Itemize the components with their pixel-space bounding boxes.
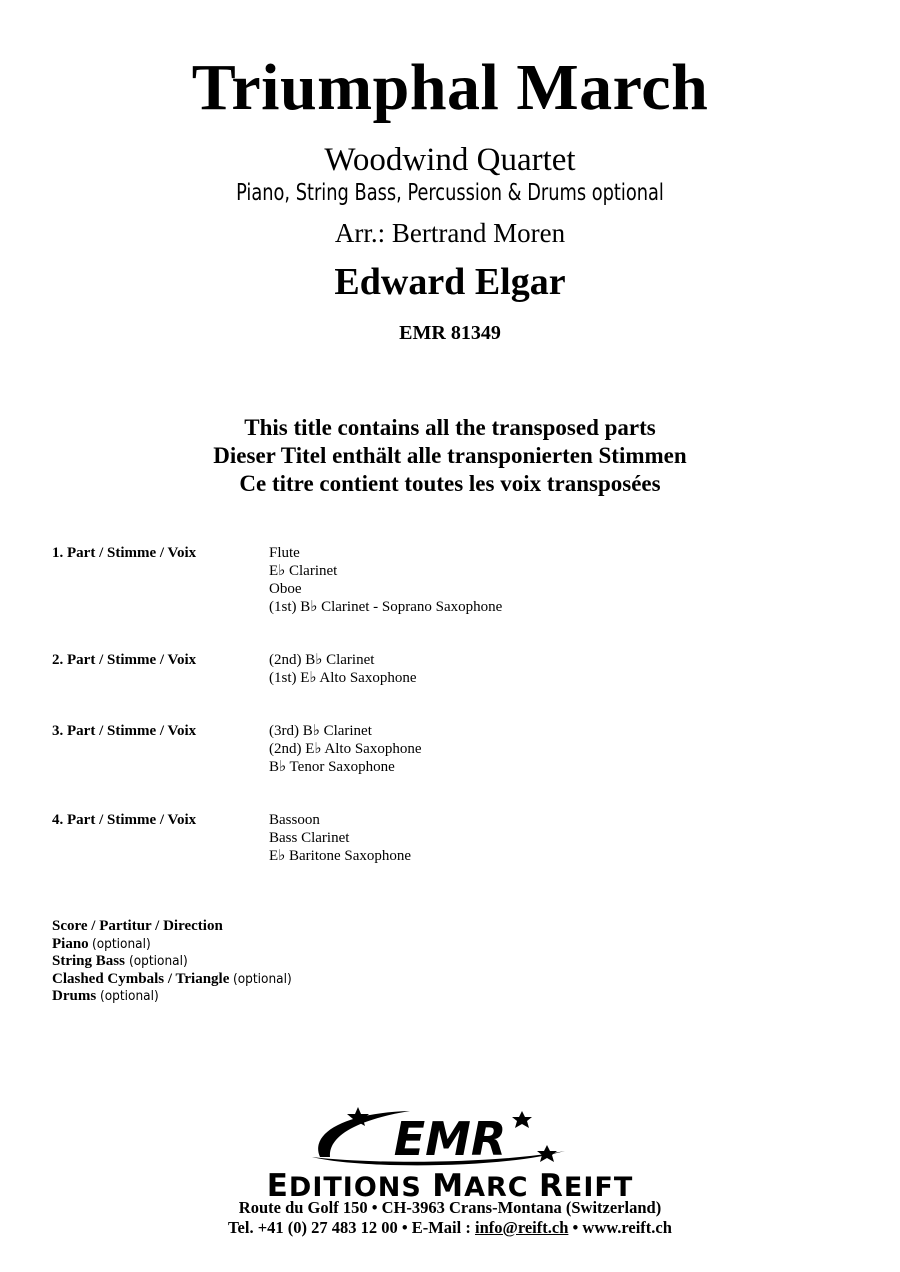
instrument: (3rd) B♭ Clarinet xyxy=(269,723,372,739)
title: Triumphal March xyxy=(191,51,709,124)
part-label: 3. Part / Stimme / Voix xyxy=(52,723,197,739)
extra-part: Clashed Cymbals / Triangle (optional) xyxy=(52,970,292,987)
instrument: (2nd) E♭ Alto Saxophone xyxy=(269,741,422,757)
instrumentation: Piano, String Bass, Percussion & Drums optional xyxy=(236,180,664,206)
catalog-number: EMR 81349 xyxy=(399,322,501,344)
notice-line-en: This title contains all the transposed parts xyxy=(244,415,656,440)
instrument: B♭ Tenor Saxophone xyxy=(269,759,395,775)
extra-part: Score / Partitur / Direction xyxy=(52,918,223,934)
email-link[interactable]: info@reift.ch xyxy=(474,1218,569,1237)
instrument: Flute xyxy=(269,545,300,561)
publisher-contact: Tel. +41 (0) 27 483 12 00 • E-Mail : info@reift.ch • www.reift.ch xyxy=(228,1218,672,1237)
extra-parts-list xyxy=(52,918,298,1006)
part-group-4 xyxy=(52,811,852,865)
publisher-address: Route du Golf 150 • CH-3963 Crans-Montana (Switzerland) xyxy=(238,1198,662,1217)
instrument: Bass Clarinet xyxy=(269,830,350,846)
part-label: 4. Part / Stimme / Voix xyxy=(52,812,197,828)
instrument: Oboe xyxy=(269,581,302,597)
part-label: 1. Part / Stimme / Voix xyxy=(52,545,197,561)
extra-part: Piano (optional) xyxy=(52,935,152,952)
arranger: Arr.: Bertrand Moren xyxy=(334,218,566,248)
notice-line-de: Dieser Titel enthält alle transponierten Stimmen xyxy=(213,443,687,468)
publisher-name: EDITIONS MARC REIFT xyxy=(266,1168,634,1204)
extra-part: Drums (optional) xyxy=(52,988,159,1004)
instrument: E♭ Clarinet xyxy=(269,563,338,579)
instrument: E♭ Baritone Saxophone xyxy=(269,848,412,864)
part-group-1 xyxy=(52,544,852,616)
composer: Edward Elgar xyxy=(334,261,566,303)
notice-line-fr: Ce titre contient toutes les voix transposées xyxy=(239,471,661,496)
logo-text: EMR xyxy=(393,1112,507,1166)
emr-logo xyxy=(300,1105,600,1175)
instrument: (2nd) B♭ Clarinet xyxy=(269,652,375,668)
part-group-2 xyxy=(52,651,852,687)
part-group-3 xyxy=(52,722,852,776)
instrument: (1st) B♭ Clarinet - Soprano Saxophone xyxy=(269,599,503,615)
subtitle: Woodwind Quartet xyxy=(324,142,576,178)
instrument: (1st) E♭ Alto Saxophone xyxy=(269,670,417,686)
extra-part: String Bass (optional) xyxy=(52,953,188,969)
parts-list xyxy=(52,544,852,865)
transposed-parts-notice xyxy=(0,414,900,498)
instrument: Bassoon xyxy=(269,812,320,828)
part-label: 2. Part / Stimme / Voix xyxy=(52,652,197,668)
